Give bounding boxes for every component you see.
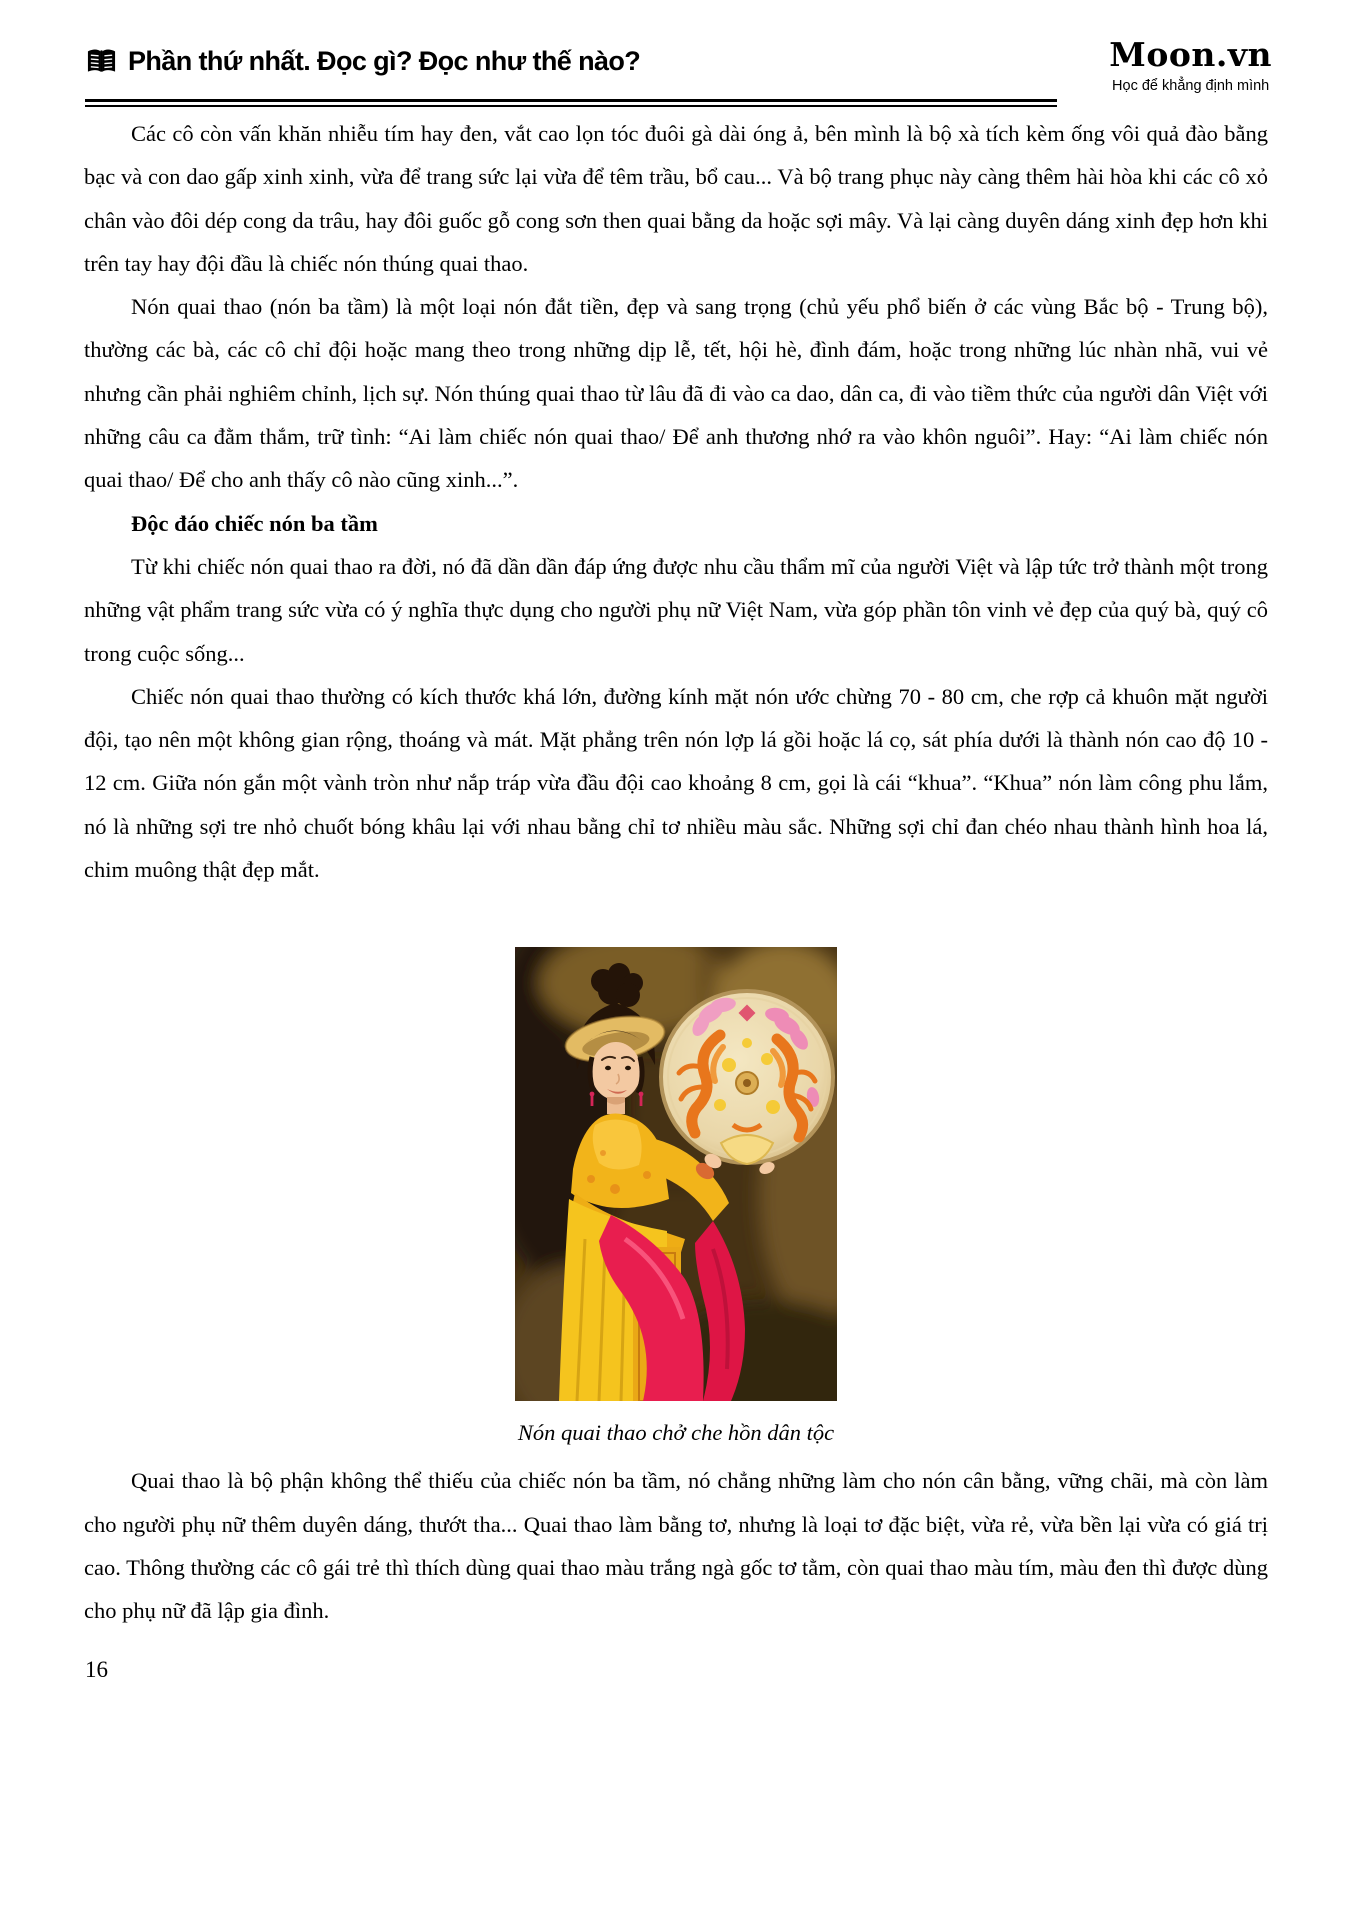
chapter-title: Phần thứ nhất. Đọc gì? Đọc như thế nào? [128, 46, 641, 76]
section-subheading: Độc đáo chiếc nón ba tầm [131, 510, 378, 536]
header-divider [85, 99, 1057, 107]
chapter-header [86, 46, 640, 77]
photo-illustration [515, 947, 837, 1401]
open-book-icon [86, 48, 117, 75]
moon-logo-text: Moon.vn [1109, 35, 1272, 74]
page-footer [0, 1657, 1352, 1683]
moon-logo-tagline: Học để khẳng định mình [1112, 77, 1270, 94]
page-header [0, 0, 1352, 112]
moon-logo [1109, 35, 1272, 94]
page-number: 16 [85, 1656, 108, 1682]
figure-caption: Nón quai thao chở che hồn dân tộc [517, 1420, 835, 1446]
page-body [0, 112, 1352, 1633]
photo-non-quai-thao [515, 947, 837, 1401]
paragraph-3: Từ khi chiếc nón quai thao ra đời, nó đã dần dần đáp ứng được nhu cầu thẩm mĩ của người Việt và lập tức trở thành một trong những vật phẩm trang sức vừa có ý nghĩa thực dụng cho người phụ nữ Việt Nam, vừa góp phần tôn vinh vẻ đẹp của quý bà, quý cô trong cuộc sống... [84, 553, 1268, 666]
paragraph-4: Chiếc nón quai thao thường có kích thước khá lớn, đường kính mặt nón ước chừng 70 - 80 cm, che rợp cả khuôn mặt người đội, tạo nên một không gian rộng, thoáng và mát. Mặt phẳng trên nón lợp lá gồi hoặc lá cọ, sát phía dưới là thành nón cao độ 10 - 12 cm. Giữa nón gắn một vành tròn như nắp tráp vừa đầu đội cao khoảng 8 cm, gọi là cái “khua”. “Khua” nón làm công phu lắm, nó là những sợi tre nhỏ chuốt bóng khâu lại với nhau bằng chỉ tơ nhiều màu sắc. Những sợi chỉ đan chéo nhau thành hình hoa lá, chim muông thật đẹp mắt. [84, 683, 1268, 883]
paragraph-2: Nón quai thao (nón ba tầm) là một loại nón đắt tiền, đẹp và sang trọng (chủ yếu phổ biến ở các vùng Bắc bộ - Trung bộ), thường các bà, các cô chỉ đội hoặc mang theo trong những dịp lễ, tết, hội hè, đình đám, hoặc trong những lúc nhàn nhã, vui vẻ nhưng cần phải nghiêm chỉnh, lịch sự. Nón thúng quai thao từ lâu đã đi vào ca dao, dân ca, đi vào tiềm thức của người dân Việt với những câu ca đằm thắm, trữ tình: “Ai làm chiếc nón quai thao/ Để anh thương nhớ ra vào khôn nguôi”. Hay: “Ai làm chiếc nón quai thao/ Để cho anh thấy cô nào cũng xinh...”. [84, 294, 1268, 493]
paragraph-5: Quai thao là bộ phận không thể thiếu của chiếc nón ba tầm, nó chẳng những làm cho nón cân bằng, vững chãi, mà còn làm cho người phụ nữ thêm duyên dáng, thướt tha... Quai thao làm bằng tơ, nhưng là loại tơ đặc biệt, vừa rẻ, vừa bền lại vừa có giá trị cao. Thông thường các cô gái trẻ thì thích dùng quai thao màu trắng ngà gốc tơ tằm, còn quai thao màu tím, màu đen thì được dùng cho phụ nữ đã lập gia đình. [84, 1468, 1268, 1624]
paragraph-1: Các cô còn vấn khăn nhiễu tím hay đen, vắt cao lọn tóc đuôi gà dài óng ả, bên mình là bộ xà tích kèm ống vôi quả đào bằng bạc và con dao gấp xinh xinh, vừa để trang sức lại vừa để têm trầu, bổ cau... Và bộ trang phục này càng thêm hài hòa khi các cô xỏ chân vào đôi dép cong da trâu, hay đôi guốc gỗ cong sơn then quai bằng da hoặc sợi mây. Và lại càng duyên dáng xinh đẹp hơn khi trên tay hay đội đầu là chiếc nón thúng quai thao. [84, 121, 1268, 276]
